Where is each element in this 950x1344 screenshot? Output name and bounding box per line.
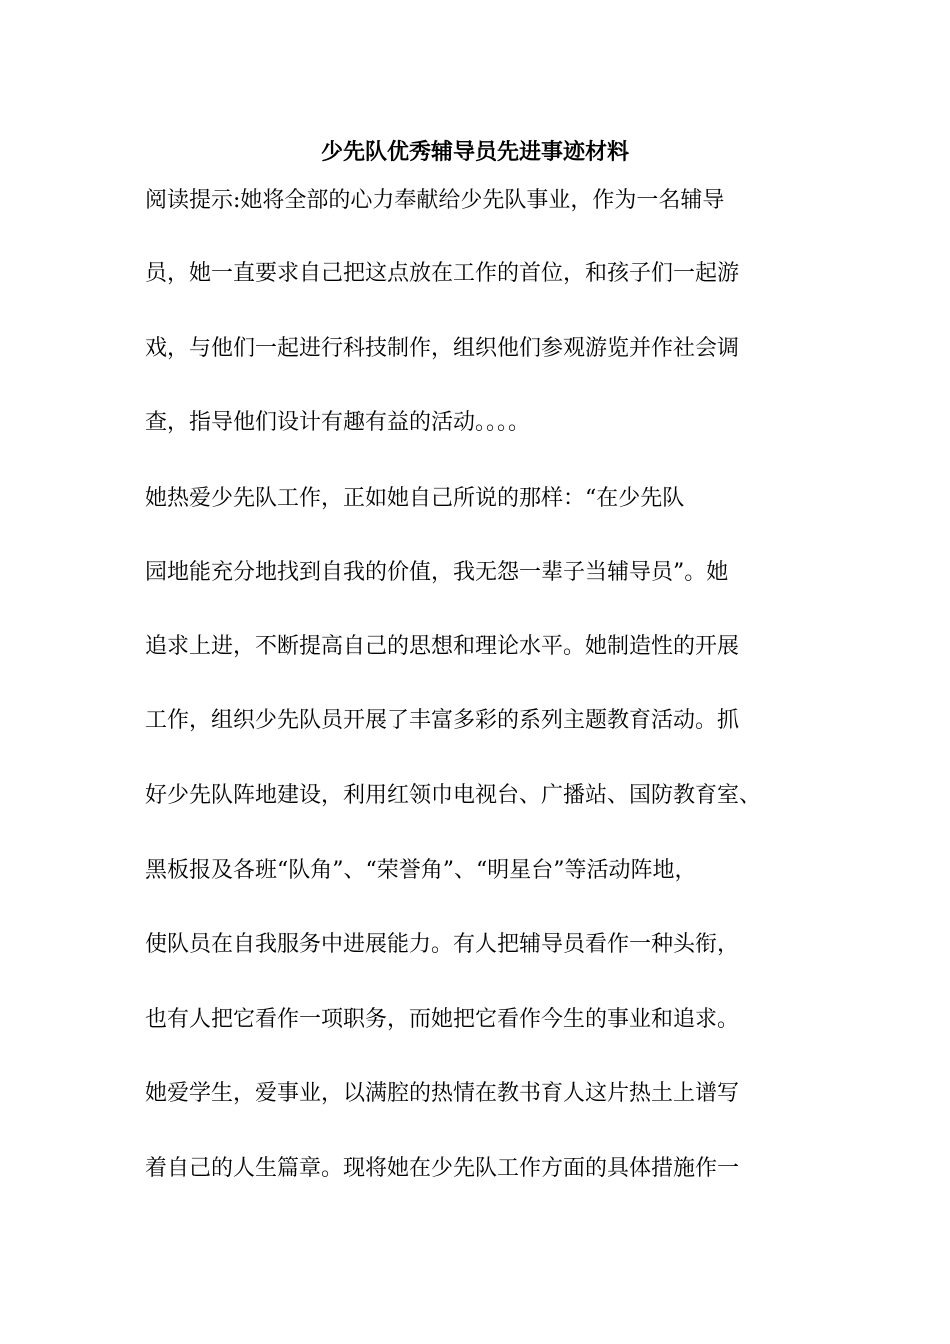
text-line: 黑板报及各班“队角”、“荣誉角”、“明星台”等活动阵地， (145, 858, 697, 883)
text-line: 也有人把它看作一项职务，而她把它看作今生的事业和追求。 (145, 1007, 740, 1032)
text-line: 员，她一直要求自己把这点放在工作的首位，和孩子们一起游 (145, 261, 740, 286)
text-line: 着自己的人生篇章。现将她在少先队工作方面的具体措施作一 (145, 1156, 740, 1181)
text-line: 园地能充分地找到自我的价值，我无怨一辈子当辅导员”。她 (145, 560, 729, 585)
text-line: 戏，与他们一起进行科技制作，组织他们参观游览并作社会调 (145, 336, 740, 361)
text-line: 阅读提示:她将全部的心力奉献给少先队事业，作为一名辅导 (145, 188, 725, 213)
text-line: 工作，组织少先队员开展了丰富多彩的系列主题教育活动。抓 (145, 708, 740, 733)
text-line: 查，指导他们设计有趣有益的活动。。。。 (145, 410, 531, 435)
text-line: 使队员在自我服务中进展能力。有人把辅导员看作一种头衔， (145, 932, 740, 957)
text-line: 她热爱少先队工作，正如她自己所说的那样：“在少先队 (145, 486, 685, 511)
text-line: 追求上进，不断提高自己的思想和理论水平。她制造性的开展 (145, 634, 740, 659)
document-title: 少先队优秀辅导员先进事迹材料 (320, 139, 629, 165)
text-line: 好少先队阵地建设，利用红领巾电视台、广播站、国防教育室、 (145, 783, 762, 808)
text-line: 她爱学生，爱事业，以满腔的热情在教书育人这片热土上谱写 (145, 1081, 740, 1106)
